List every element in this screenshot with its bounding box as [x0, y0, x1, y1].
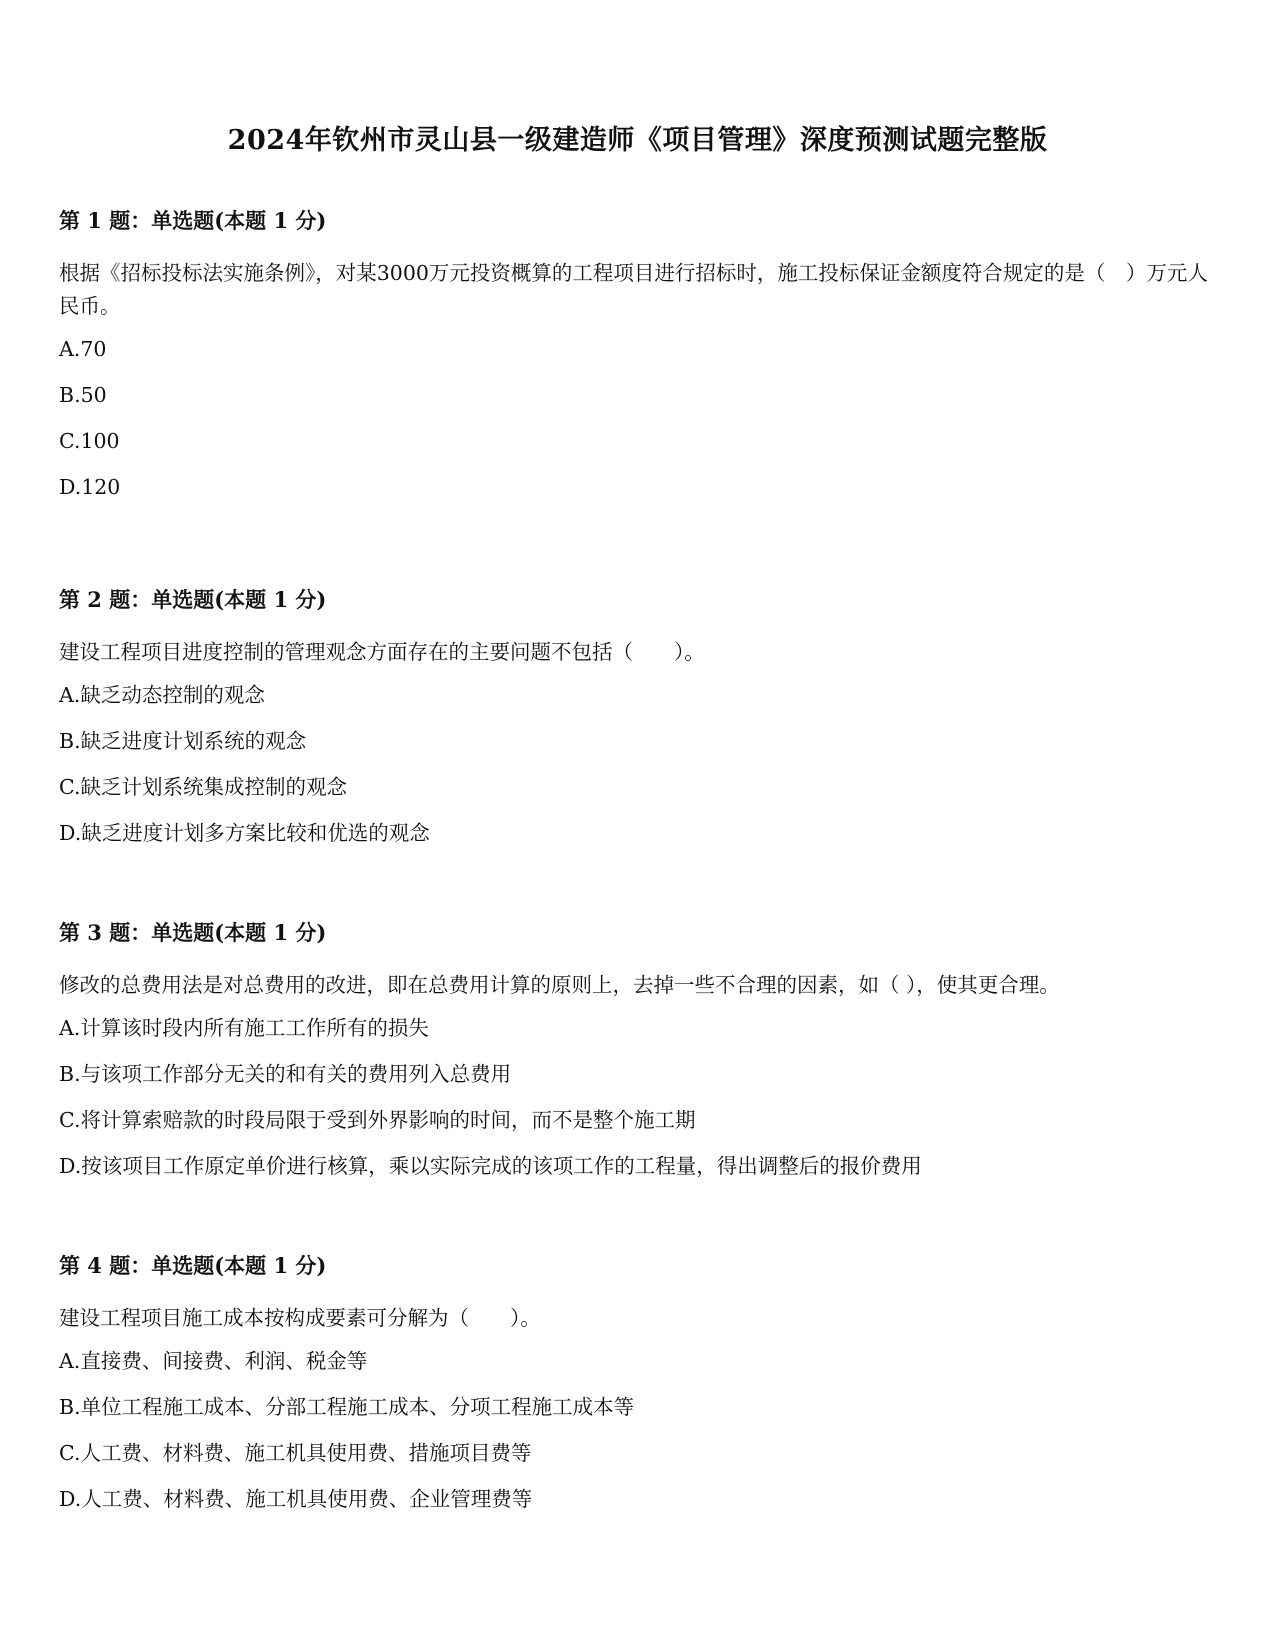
question-heading: 第 2 题：单选题(本题 1 分): [59, 587, 327, 612]
option-c: C.人工费、材料费、施工机具使用费、措施项目费等: [59, 1441, 532, 1465]
question-stem: 根据《招标投标法实施条例》，对某3000万元投资概算的工程项目进行招标时，施工投标保证金额度符合规定的是（ ）万元人民币。: [59, 261, 1208, 318]
option-d: D.缺乏进度计划多方案比较和优选的观念: [59, 821, 430, 845]
option-c: C.将计算索赔款的时段局限于受到外界影响的时间，而不是整个施工期: [59, 1108, 696, 1132]
option-a: A.70: [59, 337, 107, 361]
option-d: D.人工费、材料费、施工机具使用费、企业管理费等: [59, 1487, 533, 1511]
question-2: [59, 585, 1219, 850]
option-d: D.按该项目工作原定单价进行核算，乘以实际完成的该项工作的工程量，得出调整后的报价费用: [59, 1154, 922, 1178]
question-1: [59, 206, 1219, 504]
question-4: [59, 1251, 1219, 1516]
question-heading: 第 1 题：单选题(本题 1 分): [59, 208, 327, 233]
option-b: B.缺乏进度计划系统的观念: [59, 729, 307, 753]
question-stem: 建设工程项目进度控制的管理观念方面存在的主要问题不包括（ ）。: [59, 640, 705, 664]
option-c: C.缺乏计划系统集成控制的观念: [59, 775, 347, 799]
question-stem: 建设工程项目施工成本按构成要素可分解为（ ）。: [59, 1306, 541, 1330]
option-a: A.直接费、间接费、利润、税金等: [59, 1349, 368, 1373]
option-b: B.单位工程施工成本、分部工程施工成本、分项工程施工成本等: [59, 1395, 635, 1419]
option-a: A.缺乏动态控制的观念: [59, 683, 265, 707]
option-b: B.50: [59, 383, 107, 407]
document-title: 2024年钦州市灵山县一级建造师《项目管理》深度预测试题完整版: [227, 125, 1048, 156]
question-heading: 第 4 题：单选题(本题 1 分): [59, 1253, 327, 1278]
question-3: [59, 918, 1219, 1183]
option-a: A.计算该时段内所有施工工作所有的损失: [59, 1016, 429, 1040]
option-c: C.100: [59, 429, 120, 453]
option-b: B.与该项工作部分无关的和有关的费用列入总费用: [59, 1062, 512, 1086]
option-d: D.120: [59, 475, 121, 499]
question-stem: 修改的总费用法是对总费用的改进，即在总费用计算的原则上，去掉一些不合理的因素，如（ ），使其更合理。: [59, 973, 1060, 997]
question-heading: 第 3 题：单选题(本题 1 分): [59, 920, 327, 945]
